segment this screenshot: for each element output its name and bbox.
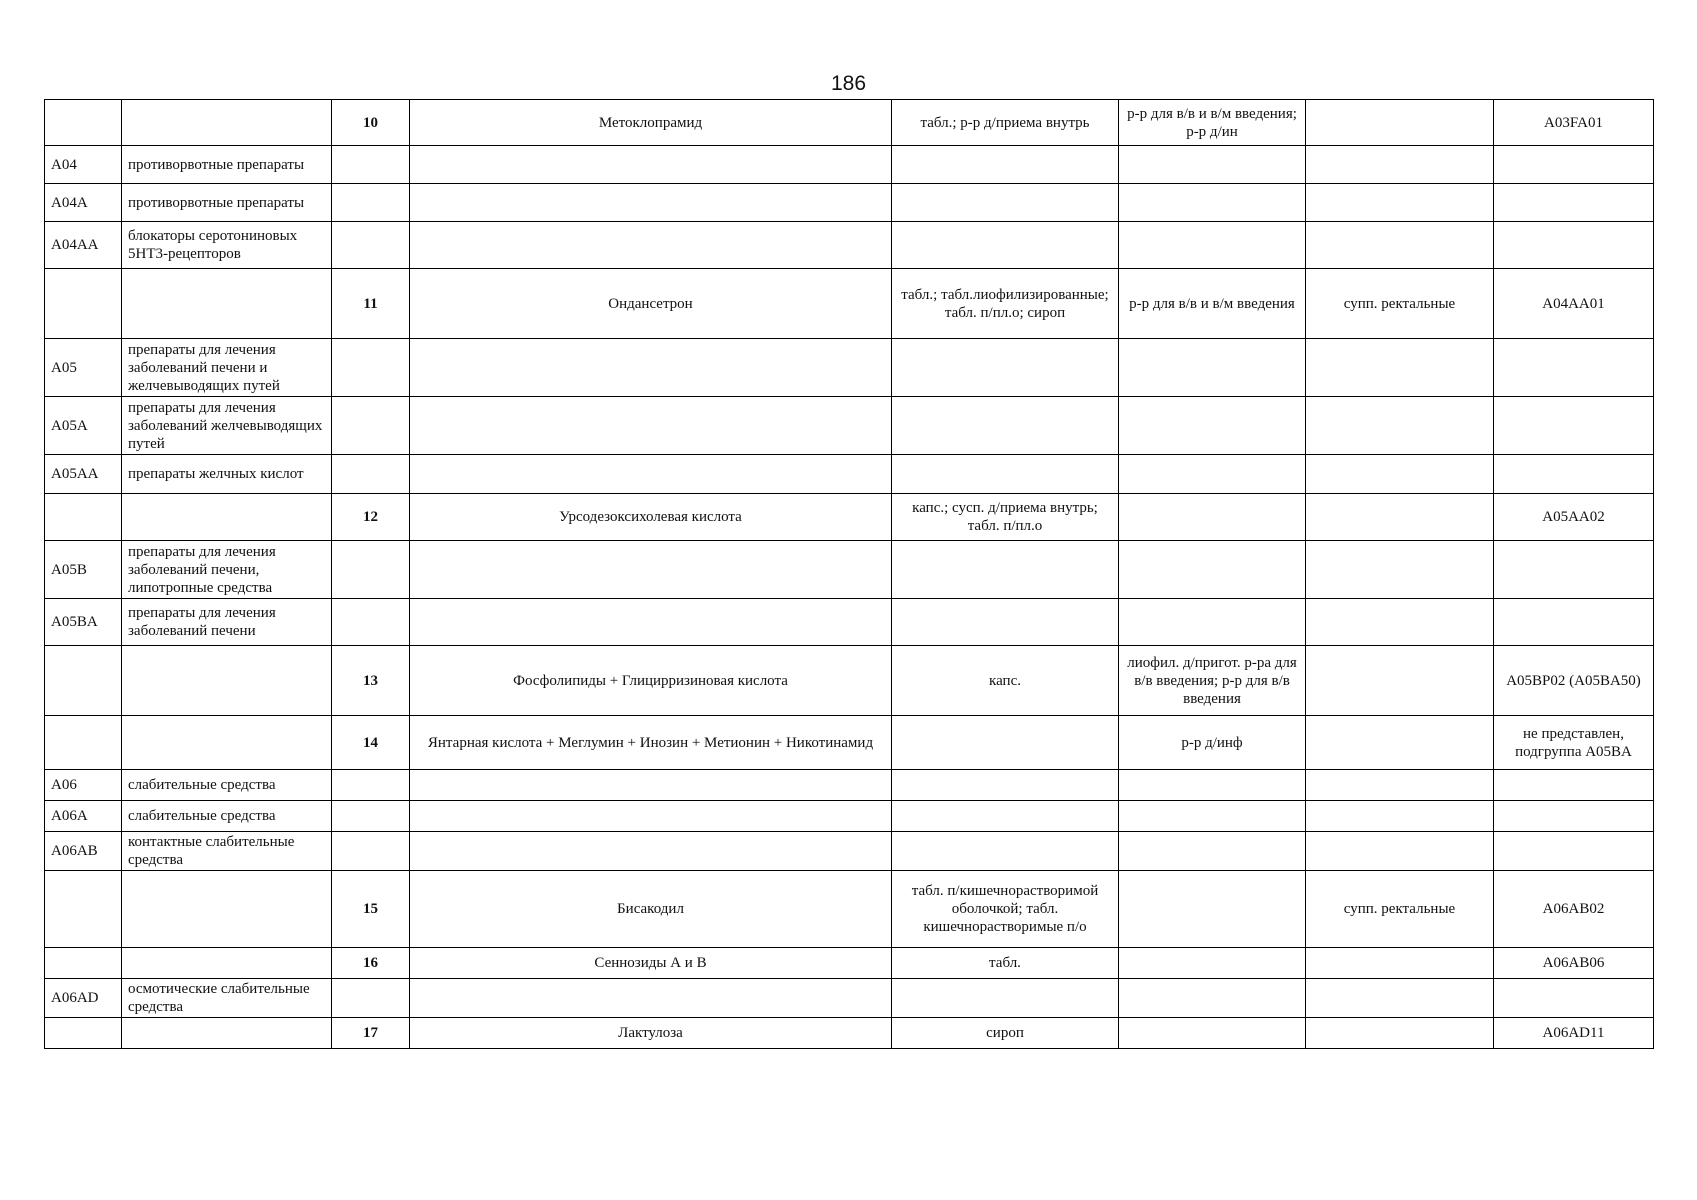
group-name-cell bbox=[122, 100, 332, 146]
group-name-cell: слабительные средства bbox=[122, 770, 332, 801]
item-number-cell bbox=[332, 339, 410, 397]
dosage-forms-primary-cell bbox=[892, 832, 1119, 871]
group-name-cell bbox=[122, 646, 332, 716]
drug-name-cell: Лактулоза bbox=[410, 1018, 892, 1049]
item-number-cell: 10 bbox=[332, 100, 410, 146]
group-name-cell: осмотические слабительные средства bbox=[122, 979, 332, 1018]
drug-name-cell bbox=[410, 979, 892, 1018]
group-name-cell: препараты желчных кислот bbox=[122, 455, 332, 494]
atc-group-code-cell: A05 bbox=[45, 339, 122, 397]
dosage-forms-injection-cell bbox=[1119, 1018, 1306, 1049]
table-row bbox=[45, 541, 1654, 599]
atc-code-cell: A03FA01 bbox=[1494, 100, 1654, 146]
dosage-forms-other-cell bbox=[1306, 770, 1494, 801]
table-row bbox=[45, 716, 1654, 770]
atc-group-code-cell: A05AA bbox=[45, 455, 122, 494]
table-row bbox=[45, 146, 1654, 184]
group-name-cell: контактные слабительные средства bbox=[122, 832, 332, 871]
atc-code-cell bbox=[1494, 801, 1654, 832]
drug-name-cell: Метоклопрамид bbox=[410, 100, 892, 146]
drug-name-cell: Фосфолипиды + Глицирризиновая кислота bbox=[410, 646, 892, 716]
group-name-cell: препараты для лечения заболеваний печени и желчевыводящих путей bbox=[122, 339, 332, 397]
dosage-forms-injection-cell: р-р для в/в и в/м введения; р-р д/ин bbox=[1119, 100, 1306, 146]
item-number-cell: 14 bbox=[332, 716, 410, 770]
dosage-forms-primary-cell bbox=[892, 599, 1119, 646]
dosage-forms-primary-cell bbox=[892, 397, 1119, 455]
dosage-forms-primary-cell bbox=[892, 184, 1119, 222]
item-number-cell bbox=[332, 541, 410, 599]
dosage-forms-injection-cell bbox=[1119, 397, 1306, 455]
atc-code-cell: A06AB02 bbox=[1494, 871, 1654, 948]
drug-name-cell bbox=[410, 770, 892, 801]
table-row bbox=[45, 1018, 1654, 1049]
page-number: 186 bbox=[830, 72, 867, 95]
atc-code-cell bbox=[1494, 599, 1654, 646]
dosage-forms-primary-cell bbox=[892, 455, 1119, 494]
item-number-cell bbox=[332, 801, 410, 832]
group-name-cell bbox=[122, 716, 332, 770]
item-number-cell: 17 bbox=[332, 1018, 410, 1049]
dosage-forms-primary-cell: капс. bbox=[892, 646, 1119, 716]
dosage-forms-primary-cell bbox=[892, 339, 1119, 397]
item-number-cell bbox=[332, 455, 410, 494]
atc-group-code-cell bbox=[45, 100, 122, 146]
drug-name-cell bbox=[410, 222, 892, 269]
atc-code-cell bbox=[1494, 770, 1654, 801]
table-row bbox=[45, 339, 1654, 397]
dosage-forms-other-cell bbox=[1306, 146, 1494, 184]
drug-name-cell bbox=[410, 832, 892, 871]
drug-name-cell: Янтарная кислота + Меглумин + Инозин + Метионин + Никотинамид bbox=[410, 716, 892, 770]
drug-name-cell: Ондансетрон bbox=[410, 269, 892, 339]
drug-name-cell bbox=[410, 397, 892, 455]
atc-code-cell bbox=[1494, 979, 1654, 1018]
atc-group-code-cell: A05BA bbox=[45, 599, 122, 646]
item-number-cell bbox=[332, 599, 410, 646]
drug-table bbox=[44, 99, 1654, 1049]
group-name-cell: противорвотные препараты bbox=[122, 146, 332, 184]
dosage-forms-other-cell: супп. ректальные bbox=[1306, 871, 1494, 948]
dosage-forms-injection-cell bbox=[1119, 339, 1306, 397]
atc-group-code-cell bbox=[45, 646, 122, 716]
dosage-forms-injection-cell: р-р д/инф bbox=[1119, 716, 1306, 770]
group-name-cell: препараты для лечения заболеваний печени, липотропные средства bbox=[122, 541, 332, 599]
drug-name-cell bbox=[410, 339, 892, 397]
dosage-forms-primary-cell bbox=[892, 770, 1119, 801]
group-name-cell: противорвотные препараты bbox=[122, 184, 332, 222]
item-number-cell bbox=[332, 770, 410, 801]
atc-group-code-cell bbox=[45, 948, 122, 979]
atc-code-cell bbox=[1494, 184, 1654, 222]
dosage-forms-primary-cell bbox=[892, 979, 1119, 1018]
atc-code-cell bbox=[1494, 339, 1654, 397]
atc-code-cell: A05BP02 (A05BA50) bbox=[1494, 646, 1654, 716]
item-number-cell: 11 bbox=[332, 269, 410, 339]
group-name-cell bbox=[122, 494, 332, 541]
dosage-forms-injection-cell bbox=[1119, 871, 1306, 948]
dosage-forms-other-cell bbox=[1306, 541, 1494, 599]
dosage-forms-primary-cell: табл.; р-р д/приема внутрь bbox=[892, 100, 1119, 146]
atc-group-code-cell: A06 bbox=[45, 770, 122, 801]
atc-code-cell: не представлен, подгруппа A05BA bbox=[1494, 716, 1654, 770]
dosage-forms-other-cell bbox=[1306, 599, 1494, 646]
drug-name-cell: Сеннозиды А и В bbox=[410, 948, 892, 979]
dosage-forms-other-cell bbox=[1306, 222, 1494, 269]
group-name-cell: слабительные средства bbox=[122, 801, 332, 832]
dosage-forms-other-cell bbox=[1306, 339, 1494, 397]
atc-code-cell bbox=[1494, 397, 1654, 455]
atc-group-code-cell: A06A bbox=[45, 801, 122, 832]
atc-group-code-cell bbox=[45, 871, 122, 948]
item-number-cell: 16 bbox=[332, 948, 410, 979]
atc-code-cell: A04AA01 bbox=[1494, 269, 1654, 339]
table-row bbox=[45, 100, 1654, 146]
atc-group-code-cell bbox=[45, 269, 122, 339]
atc-code-cell bbox=[1494, 222, 1654, 269]
atc-group-code-cell: A06AB bbox=[45, 832, 122, 871]
dosage-forms-other-cell bbox=[1306, 832, 1494, 871]
dosage-forms-other-cell bbox=[1306, 948, 1494, 979]
table-row bbox=[45, 494, 1654, 541]
dosage-forms-other-cell bbox=[1306, 184, 1494, 222]
dosage-forms-primary-cell: табл. п/кишечнорастворимой оболочкой; табл. кишечнорастворимые п/о bbox=[892, 871, 1119, 948]
table-row bbox=[45, 397, 1654, 455]
group-name-cell bbox=[122, 1018, 332, 1049]
table-row bbox=[45, 832, 1654, 871]
group-name-cell: препараты для лечения заболеваний печени bbox=[122, 599, 332, 646]
dosage-forms-injection-cell bbox=[1119, 222, 1306, 269]
dosage-forms-other-cell bbox=[1306, 716, 1494, 770]
dosage-forms-injection-cell bbox=[1119, 832, 1306, 871]
atc-group-code-cell bbox=[45, 494, 122, 541]
dosage-forms-injection-cell: лиофил. д/пригот. р-ра для в/в введения; р-р для в/в введения bbox=[1119, 646, 1306, 716]
dosage-forms-other-cell bbox=[1306, 801, 1494, 832]
dosage-forms-injection-cell: р-р для в/в и в/м введения bbox=[1119, 269, 1306, 339]
table-row bbox=[45, 770, 1654, 801]
drug-name-cell bbox=[410, 184, 892, 222]
atc-group-code-cell bbox=[45, 1018, 122, 1049]
dosage-forms-injection-cell bbox=[1119, 184, 1306, 222]
dosage-forms-injection-cell bbox=[1119, 541, 1306, 599]
group-name-cell: препараты для лечения заболеваний желчевыводящих путей bbox=[122, 397, 332, 455]
dosage-forms-injection-cell bbox=[1119, 948, 1306, 979]
dosage-forms-injection-cell bbox=[1119, 494, 1306, 541]
drug-name-cell bbox=[410, 146, 892, 184]
item-number-cell: 15 bbox=[332, 871, 410, 948]
dosage-forms-primary-cell bbox=[892, 716, 1119, 770]
atc-group-code-cell: A04AA bbox=[45, 222, 122, 269]
table-row bbox=[45, 871, 1654, 948]
dosage-forms-primary-cell: табл.; табл.лиофилизированные; табл. п/пл.о; сироп bbox=[892, 269, 1119, 339]
dosage-forms-primary-cell: капс.; сусп. д/приема внутрь; табл. п/пл.о bbox=[892, 494, 1119, 541]
atc-group-code-cell: A05B bbox=[45, 541, 122, 599]
drug-name-cell bbox=[410, 541, 892, 599]
group-name-cell bbox=[122, 871, 332, 948]
atc-group-code-cell: A06AD bbox=[45, 979, 122, 1018]
dosage-forms-injection-cell bbox=[1119, 770, 1306, 801]
dosage-forms-other-cell bbox=[1306, 646, 1494, 716]
table-row bbox=[45, 801, 1654, 832]
atc-code-cell: A06AB06 bbox=[1494, 948, 1654, 979]
dosage-forms-other-cell bbox=[1306, 979, 1494, 1018]
dosage-forms-primary-cell bbox=[892, 801, 1119, 832]
drug-name-cell bbox=[410, 801, 892, 832]
dosage-forms-injection-cell bbox=[1119, 146, 1306, 184]
item-number-cell bbox=[332, 832, 410, 871]
item-number-cell bbox=[332, 146, 410, 184]
dosage-forms-primary-cell: сироп bbox=[892, 1018, 1119, 1049]
dosage-forms-injection-cell bbox=[1119, 979, 1306, 1018]
atc-code-cell bbox=[1494, 541, 1654, 599]
table-row bbox=[45, 599, 1654, 646]
atc-code-cell: A06AD11 bbox=[1494, 1018, 1654, 1049]
item-number-cell: 12 bbox=[332, 494, 410, 541]
group-name-cell: блокаторы серотониновых 5НТ3-рецепторов bbox=[122, 222, 332, 269]
dosage-forms-other-cell bbox=[1306, 1018, 1494, 1049]
dosage-forms-injection-cell bbox=[1119, 455, 1306, 494]
dosage-forms-primary-cell: табл. bbox=[892, 948, 1119, 979]
dosage-forms-primary-cell bbox=[892, 222, 1119, 269]
item-number-cell bbox=[332, 184, 410, 222]
item-number-cell: 13 bbox=[332, 646, 410, 716]
table-row bbox=[45, 979, 1654, 1018]
group-name-cell bbox=[122, 948, 332, 979]
drug-name-cell: Бисакодил bbox=[410, 871, 892, 948]
atc-code-cell bbox=[1494, 832, 1654, 871]
dosage-forms-other-cell bbox=[1306, 397, 1494, 455]
atc-code-cell bbox=[1494, 146, 1654, 184]
atc-code-cell: A05AA02 bbox=[1494, 494, 1654, 541]
atc-code-cell bbox=[1494, 455, 1654, 494]
dosage-forms-other-cell: супп. ректальные bbox=[1306, 269, 1494, 339]
item-number-cell bbox=[332, 397, 410, 455]
atc-group-code-cell: A05A bbox=[45, 397, 122, 455]
dosage-forms-injection-cell bbox=[1119, 801, 1306, 832]
dosage-forms-other-cell bbox=[1306, 100, 1494, 146]
dosage-forms-injection-cell bbox=[1119, 599, 1306, 646]
table-body bbox=[45, 100, 1654, 1049]
table-row bbox=[45, 222, 1654, 269]
dosage-forms-primary-cell bbox=[892, 541, 1119, 599]
dosage-forms-other-cell bbox=[1306, 455, 1494, 494]
atc-group-code-cell: A04 bbox=[45, 146, 122, 184]
dosage-forms-primary-cell bbox=[892, 146, 1119, 184]
item-number-cell bbox=[332, 979, 410, 1018]
item-number-cell bbox=[332, 222, 410, 269]
table-row bbox=[45, 646, 1654, 716]
table-row bbox=[45, 455, 1654, 494]
dosage-forms-other-cell bbox=[1306, 494, 1494, 541]
table-row bbox=[45, 948, 1654, 979]
table-row bbox=[45, 184, 1654, 222]
table-row bbox=[45, 269, 1654, 339]
group-name-cell bbox=[122, 269, 332, 339]
drug-name-cell bbox=[410, 599, 892, 646]
drug-name-cell: Урсодезоксихолевая кислота bbox=[410, 494, 892, 541]
atc-group-code-cell: A04A bbox=[45, 184, 122, 222]
drug-name-cell bbox=[410, 455, 892, 494]
atc-group-code-cell bbox=[45, 716, 122, 770]
